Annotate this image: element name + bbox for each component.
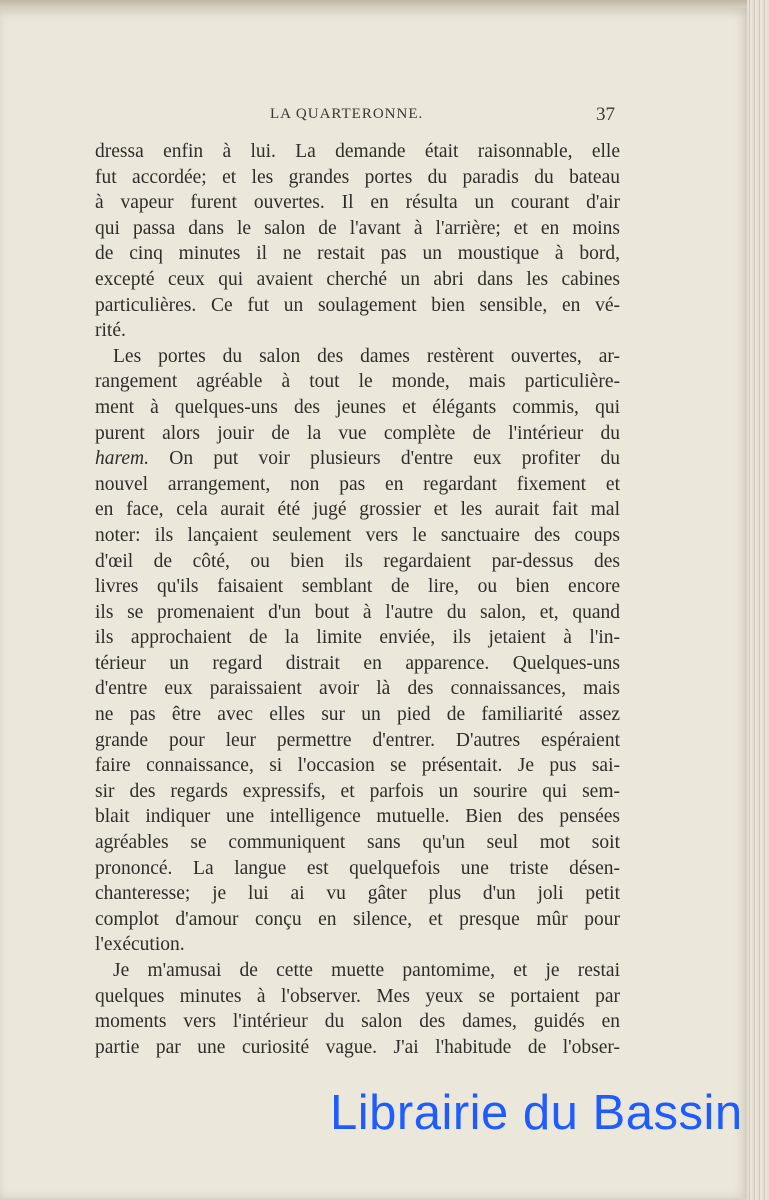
page-header <box>95 104 615 128</box>
text-line <box>95 625 620 651</box>
line-text: ils se promenaient d'un bout à l'autre du salon, et, quand <box>95 601 620 623</box>
text-line <box>95 932 620 958</box>
text-line <box>95 830 620 856</box>
line-text: d'œil de côté, ou bien ils regardaient par-dessus des <box>95 550 620 572</box>
text-line <box>95 984 620 1010</box>
line-text: à vapeur furent ouvertes. Il en résulta un courant d'air <box>95 192 620 214</box>
text-line <box>95 395 620 421</box>
line-text: grande pour leur permettre d'entrer. D'autres espéraient <box>95 729 620 751</box>
text-line <box>95 369 620 395</box>
line-text: purent alors jouir de la vue complète de l'intérieur du <box>95 422 620 444</box>
text-line <box>95 753 620 779</box>
text-line <box>95 651 620 677</box>
text-line <box>95 523 620 549</box>
line-text: de cinq minutes il ne restait pas un moustique à bord, <box>95 243 620 265</box>
text-line <box>95 190 620 216</box>
text-line <box>95 574 620 600</box>
line-text: sir des regards expressifs, et parfois un sourire qui sem- <box>95 780 620 802</box>
line-text: l'exécution. <box>95 934 185 956</box>
text-line <box>95 293 620 319</box>
line-text: ils approchaient de la limite enviée, ils jetaient à l'in- <box>95 627 620 649</box>
text-line <box>95 241 620 267</box>
page-stack-edge <box>747 0 769 1200</box>
page-number: 37 <box>596 104 615 125</box>
line-text: agréables se communiquent sans qu'un seul mot soit <box>95 832 620 854</box>
text-line <box>95 1035 620 1061</box>
text-line <box>95 421 620 447</box>
line-text: en face, cela aurait été jugé grossier et les aurait fait mal <box>95 499 620 521</box>
line-text: ment à quelques-uns des jeunes et élégants commis, qui <box>95 396 620 418</box>
text-line <box>95 549 620 575</box>
line-text: livres qu'ils faisaient semblant de lire, ou bien encore <box>95 576 620 598</box>
text-line <box>95 1009 620 1035</box>
line-text: particulières. Ce fut un soulagement bien sensible, en vé- <box>95 294 620 316</box>
line-text: dressa enfin à lui. La demande était raisonnable, elle <box>95 141 620 162</box>
line-text: prononcé. La langue est quelquefois une triste désen- <box>95 857 620 879</box>
line-text: excepté ceux qui avaient cherché un abri dans les cabines <box>95 268 620 290</box>
line-text: On put voir plusieurs d'entre eux profiter du <box>148 448 620 470</box>
line-text: térieur un regard distrait en apparence. Quelques-uns <box>95 652 620 674</box>
text-line <box>95 497 620 523</box>
text-line <box>95 958 620 984</box>
line-text: complot d'amour conçu en silence, et presque mûr pour <box>95 908 620 930</box>
line-text: faire connaissance, si l'occasion se présentait. Je pus sai- <box>95 755 620 777</box>
line-text: Les portes du salon des dames restèrent ouvertes, ar- <box>113 345 620 367</box>
text-line <box>95 267 620 293</box>
text-line <box>95 600 620 626</box>
text-line <box>95 165 620 191</box>
line-text: chanteresse; je lui ai vu gâter plus d'un joli petit <box>95 883 620 905</box>
text-line <box>95 804 620 830</box>
line-text: rangement agréable à tout le monde, mais particulière- <box>95 371 620 393</box>
italic-word: harem. <box>95 448 149 470</box>
line-text: ne pas être avec elles sur un pied de familiarité assez <box>95 704 620 726</box>
text-line <box>95 728 620 754</box>
line-text: fut accordée; et les grandes portes du paradis du bateau <box>95 166 620 188</box>
line-text: noter: ils lançaient seulement vers le sanctuaire des coups <box>95 524 620 546</box>
text-line <box>95 472 620 498</box>
line-text: moments vers l'intérieur du salon des dames, guidés en <box>95 1011 620 1033</box>
text-line <box>95 881 620 907</box>
text-line <box>95 907 620 933</box>
text-line <box>95 702 620 728</box>
line-text: Je m'amusai de cette muette pantomime, et je restai <box>113 960 620 981</box>
line-text: qui passa dans le salon de l'avant à l'arrière; et en moins <box>95 217 620 239</box>
line-text: d'entre eux paraissaient avoir là des connaissances, mais <box>95 678 620 700</box>
line-text: quelques minutes à l'observer. Mes yeux se portaient par <box>95 985 620 1007</box>
text-line <box>95 676 620 702</box>
text-line <box>95 344 620 370</box>
line-text: blait indiquer une intelligence mutuelle. Bien des pensées <box>95 806 620 828</box>
text-line <box>95 779 620 805</box>
text-line <box>95 318 620 344</box>
watermark: Librairie du Bassin <box>330 1086 743 1140</box>
line-text: partie par une curiosité vague. J'ai l'habitude de l'obser- <box>95 1036 620 1058</box>
running-title: LA QUARTERONNE. <box>270 106 424 122</box>
line-text: nouvel arrangement, non pas en regardant fixement et <box>95 473 620 495</box>
body-text <box>95 139 620 1060</box>
text-line <box>95 856 620 882</box>
text-line <box>95 446 620 472</box>
text-line <box>95 216 620 242</box>
text-line <box>95 139 620 165</box>
line-text: rité. <box>95 320 126 342</box>
